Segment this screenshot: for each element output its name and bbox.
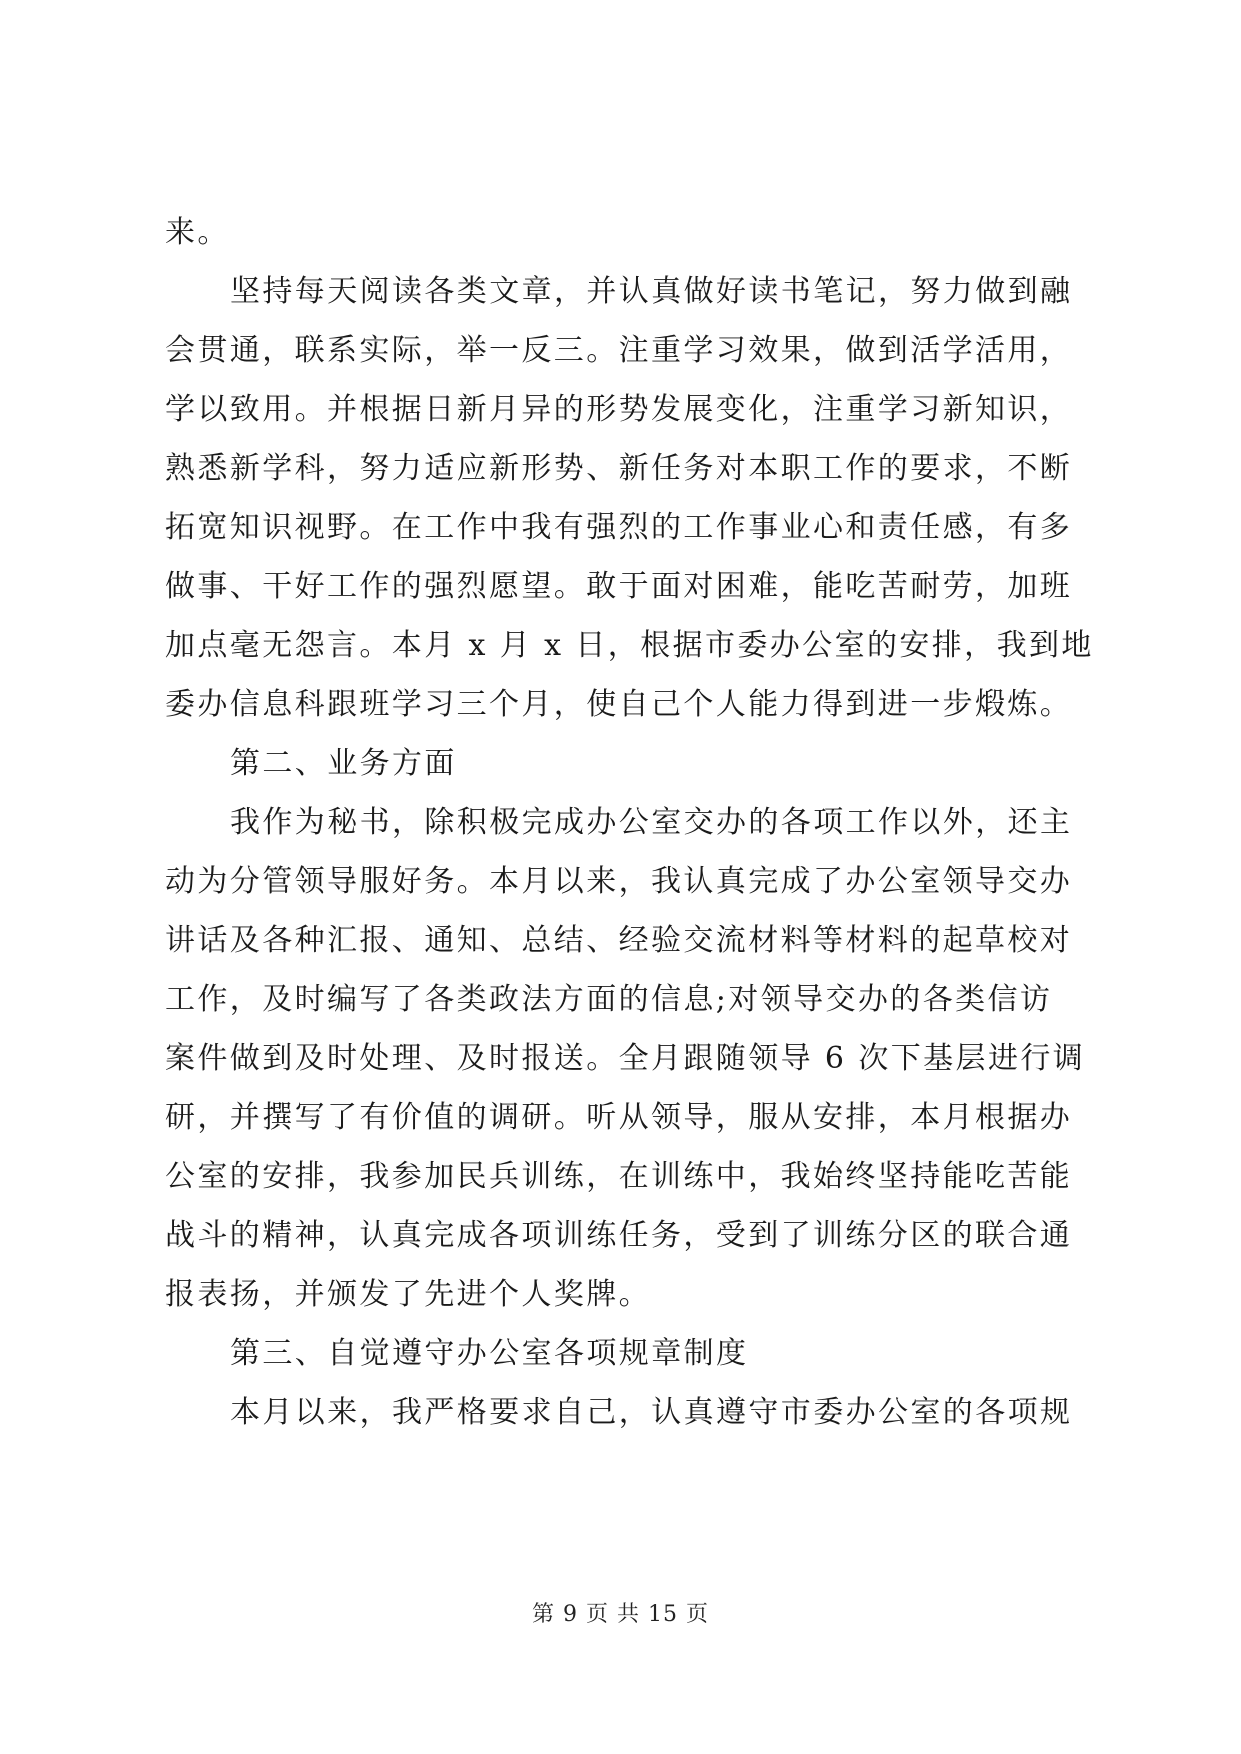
page-footer: 第 9 页 共 15 页 [532,1602,709,1627]
paragraph-first-line: 我作为秘书，除积极完成办公室交办的各项工作以外，还主 [230,805,1073,840]
body-line: 委办信息科跟班学习三个月，使自己个人能力得到进一步煅炼。 [165,687,1073,722]
body-line: 工作，及时编写了各类政法方面的信息;对领导交办的各类信访 [165,982,1053,1017]
body-line: 动为分管领导服好务。本月以来，我认真完成了办公室领导交办 [165,864,1073,899]
body-line: 来。 [165,215,230,250]
section-heading: 第二、业务方面 [230,746,457,781]
body-line: 案件做到及时处理、及时报送。全月跟随领导 6 次下基层进行调 [165,1041,1086,1076]
body-line: 讲话及各种汇报、通知、总结、经验交流材料等材料的起草校对 [165,923,1073,958]
body-line: 研，并撰写了有价值的调研。听从领导，服从安排，本月根据办 [165,1100,1073,1135]
body-line: 报表扬，并颁发了先进个人奖牌。 [165,1277,651,1312]
body-line: 战斗的精神，认真完成各项训练任务，受到了训练分区的联合通 [165,1218,1073,1253]
body-line: 做事、干好工作的强烈愿望。敢于面对困难，能吃苦耐劳，加班 [165,569,1073,604]
body-line: 拓宽知识视野。在工作中我有强烈的工作事业心和责任感，有多 [165,510,1073,545]
body-line: 公室的安排，我参加民兵训练，在训练中，我始终坚持能吃苦能 [165,1159,1073,1194]
paragraph-first-line: 坚持每天阅读各类文章，并认真做好读书笔记，努力做到融 [230,274,1073,309]
body-line: 会贯通，联系实际，举一反三。注重学习效果，做到活学活用， [165,333,1073,368]
body-line: 加点毫无怨言。本月 x 月 x 日，根据市委办公室的安排，我到地 [165,628,1094,663]
body-line: 学以致用。并根据日新月异的形势发展变化，注重学习新知识， [165,392,1073,427]
section-heading: 第三、自觉遵守办公室各项规章制度 [230,1336,749,1371]
paragraph-first-line: 本月以来，我严格要求自己，认真遵守市委办公室的各项规 [230,1395,1073,1430]
body-line: 熟悉新学科，努力适应新形势、新任务对本职工作的要求，不断 [165,451,1073,486]
